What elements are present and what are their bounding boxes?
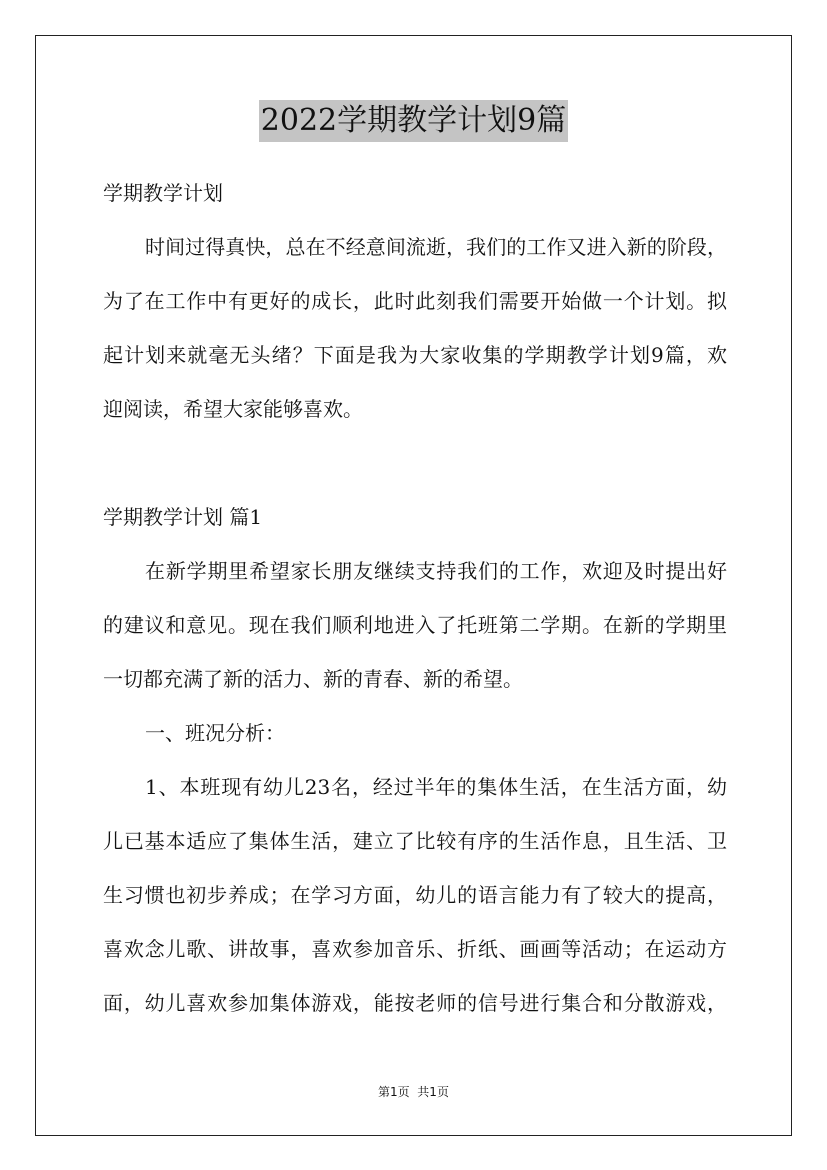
document-heading: 学期教学计划 — [103, 181, 223, 205]
title-container — [0, 100, 827, 142]
paragraph-line: 在新学期里希望家长朋友继续支持我们的工作，欢迎及时提出好 — [145, 559, 727, 583]
paragraph-line: 1、本班现有幼儿23名，经过半年的集体生活，在生活方面，幼 — [145, 775, 727, 799]
blank-line — [103, 436, 727, 490]
paragraph-line: 一切都充满了新的活力、新的青春、新的希望。 — [103, 667, 523, 691]
paragraph-line: 儿已基本适应了集体生活，建立了比较有序的生活作息，且生活、卫 — [103, 829, 727, 853]
intro-line: 为了在工作中有更好的成长，此时此刻我们需要开始做一个计划。拟 — [103, 289, 727, 313]
subheading: 一、班况分析： — [145, 721, 285, 745]
paragraph-line: 的建议和意见。现在我们顺利地进入了托班第二学期。在新的学期里 — [103, 613, 727, 637]
paragraph-line: 生习惯也初步养成；在学习方面，幼儿的语言能力有了较大的提高， — [103, 883, 727, 907]
intro-line: 时间过得真快，总在不经意间流逝，我们的工作又进入新的阶段， — [145, 235, 727, 259]
paragraph-line: 面，幼儿喜欢参加集体游戏，能按老师的信号进行集合和分散游戏， — [103, 991, 727, 1015]
intro-line: 迎阅读，希望大家能够喜欢。 — [103, 397, 363, 421]
document-body — [103, 166, 727, 1030]
intro-line: 起计划来就毫无头绪？下面是我为大家收集的学期教学计划9篇，欢 — [103, 343, 727, 367]
paragraph-line: 喜欢念儿歌、讲故事，喜欢参加音乐、折纸、画画等活动；在运动方 — [103, 937, 727, 961]
section-heading: 学期教学计划 篇1 — [103, 505, 263, 529]
page-number-footer: 第1页 共1页 — [378, 1085, 449, 1099]
document-title: 2022学期教学计划9篇 — [259, 100, 568, 142]
